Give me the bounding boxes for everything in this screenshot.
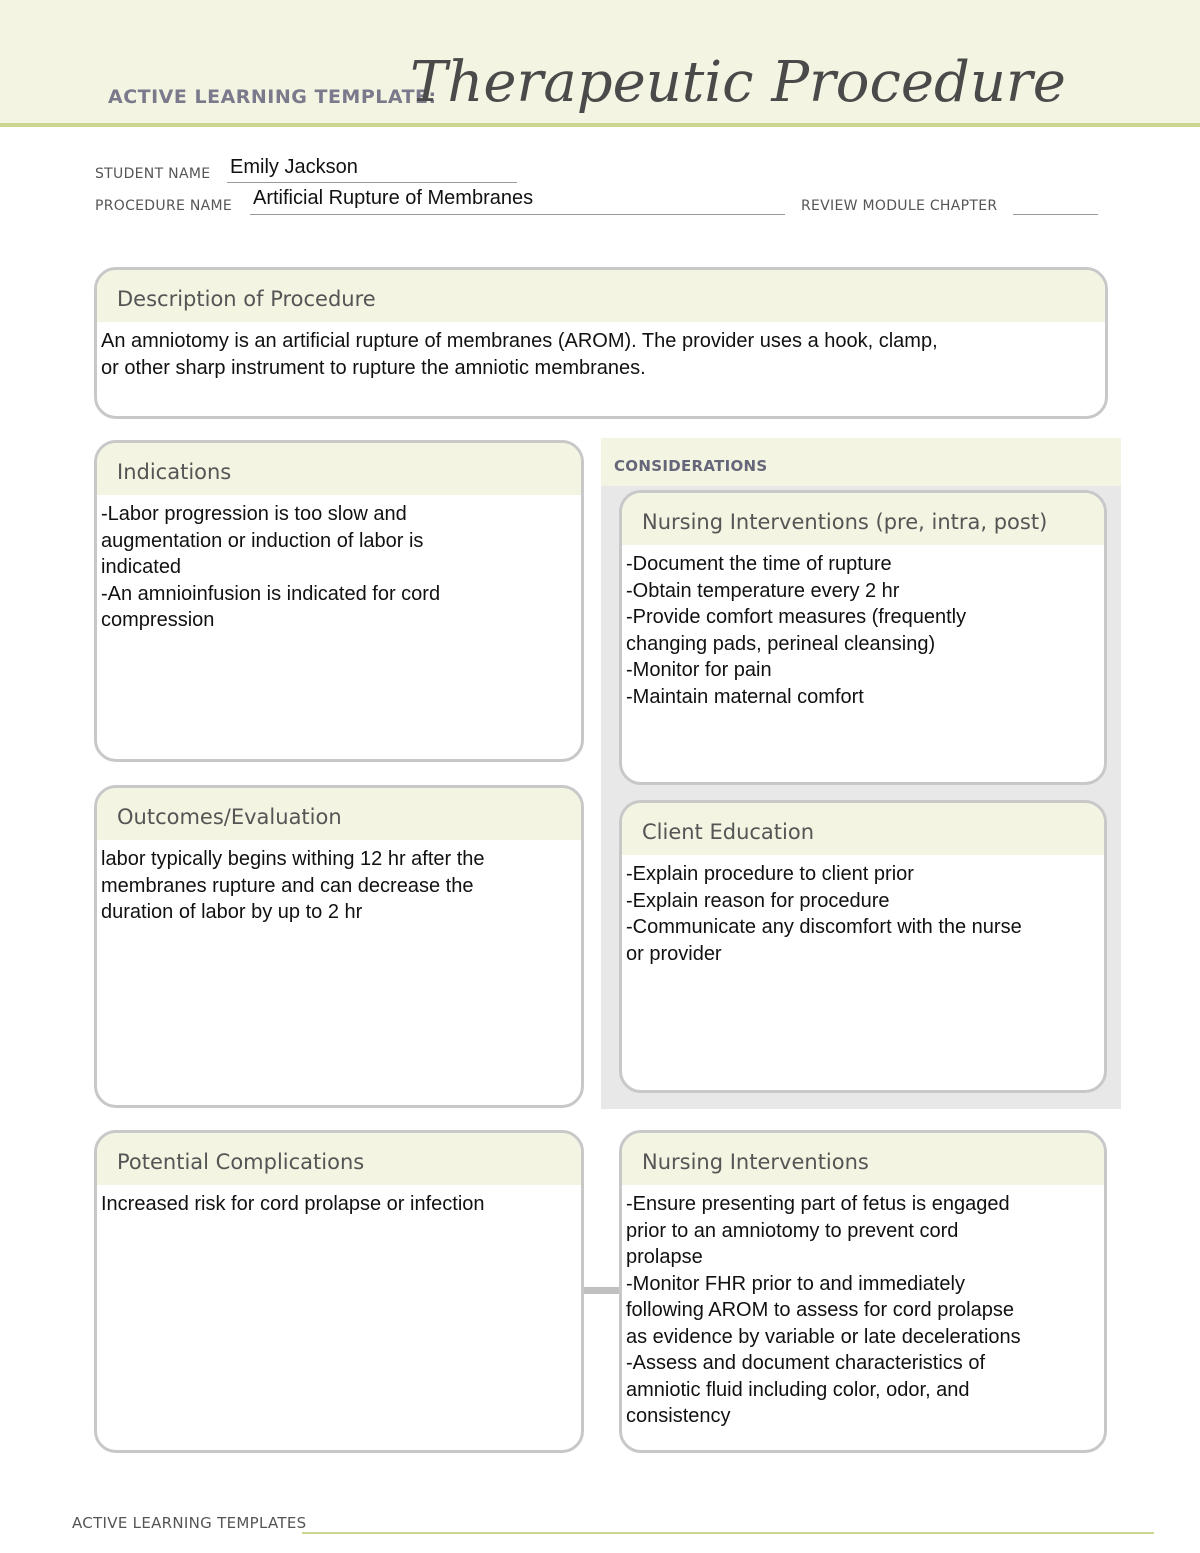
- outcomes-card: [94, 785, 584, 1108]
- nursing-interventions-line: consistency: [626, 1405, 731, 1427]
- nursing-interventions-pre-line: -Obtain temperature every 2 hr: [626, 579, 900, 602]
- nursing-interventions-body[interactable]: [622, 1185, 1104, 1430]
- footer-divider: [302, 1532, 1154, 1534]
- indications-body[interactable]: [97, 495, 581, 634]
- procedure-name-field[interactable]: Artificial Rupture of Membranes: [253, 187, 534, 209]
- complications-card: [94, 1130, 584, 1453]
- page-title: Therapeutic Procedure: [410, 50, 1066, 115]
- outcomes-line: labor typically begins withing 12 hr after the: [101, 848, 485, 870]
- client-education-line: -Explain procedure to client prior: [626, 863, 914, 885]
- description-line: An amniotomy is an artificial rupture of membranes (AROM). The provider uses a hook, clamp,: [101, 330, 938, 352]
- indications-line: indicated: [101, 556, 182, 578]
- client-education-line: or provider: [626, 942, 722, 965]
- nursing-interventions-line: following AROM to assess for cord prolapse: [626, 1299, 1014, 1321]
- procedure-name-underline: [250, 214, 785, 215]
- nursing-interventions-pre-line: -Document the time of rupture: [626, 553, 892, 575]
- nursing-interventions-pre-line: -Provide comfort measures (frequently: [626, 606, 967, 628]
- nursing-interventions-line: -Monitor FHR prior to and immediately: [626, 1272, 965, 1295]
- outcomes-line: duration of labor by up to 2 hr: [101, 901, 363, 923]
- nursing-interventions-pre-line: changing pads, perineal cleansing): [626, 632, 936, 655]
- student-name-label: STUDENT NAME: [95, 166, 211, 182]
- indications-heading: Indications: [97, 443, 581, 495]
- procedure-name-label: PROCEDURE NAME: [95, 198, 233, 214]
- indications-card: [94, 440, 584, 762]
- client-education-line: -Explain reason for procedure: [626, 889, 890, 912]
- nursing-interventions-pre-line: -Maintain maternal comfort: [626, 685, 864, 708]
- indications-line: -An amnioinfusion is indicated for cord: [101, 582, 441, 605]
- client-education-card: [619, 800, 1107, 1093]
- description-heading: Description of Procedure: [97, 270, 1105, 322]
- nursing-interventions-line: -Assess and document characteristics of: [626, 1352, 986, 1374]
- connector-bar: [584, 1287, 620, 1294]
- description-line: or other sharp instrument to rupture the amniotic membranes.: [101, 356, 646, 379]
- client-education-heading: Client Education: [622, 803, 1104, 855]
- nursing-interventions-line: -Ensure presenting part of fetus is engaged: [626, 1193, 1010, 1215]
- student-name-underline: [227, 182, 517, 183]
- description-card: [94, 267, 1108, 419]
- header-divider: [0, 123, 1200, 127]
- nursing-interventions-line: prior to an amniotomy to prevent cord: [626, 1219, 959, 1242]
- outcomes-line: membranes rupture and can decrease the: [101, 874, 474, 897]
- nursing-interventions-pre-body[interactable]: [622, 545, 1104, 710]
- indications-line: compression: [101, 609, 215, 631]
- nursing-interventions-pre-card: [619, 490, 1107, 785]
- complications-heading: Potential Complications: [97, 1133, 581, 1185]
- nursing-interventions-heading: Nursing Interventions: [622, 1133, 1104, 1185]
- nursing-interventions-line: prolapse: [626, 1246, 703, 1268]
- complications-body[interactable]: [97, 1185, 581, 1218]
- nursing-interventions-pre-line: -Monitor for pain: [626, 659, 772, 681]
- client-education-body[interactable]: [622, 855, 1104, 967]
- indications-line: -Labor progression is too slow and: [101, 503, 407, 525]
- nursing-interventions-card: [619, 1130, 1107, 1453]
- review-module-label: REVIEW MODULE CHAPTER: [801, 198, 998, 214]
- complications-line: Increased risk for cord prolapse or infection: [101, 1193, 485, 1215]
- considerations-label: CONSIDERATIONS: [614, 457, 768, 475]
- nursing-interventions-pre-heading: Nursing Interventions (pre, intra, post): [622, 493, 1104, 545]
- nursing-interventions-line: amniotic fluid including color, odor, and: [626, 1378, 970, 1401]
- template-label: ACTIVE LEARNING TEMPLATE:: [108, 86, 437, 108]
- client-education-line: -Communicate any discomfort with the nurse: [626, 916, 1022, 938]
- review-module-field[interactable]: [1013, 214, 1098, 215]
- outcomes-heading: Outcomes/Evaluation: [97, 788, 581, 840]
- description-body[interactable]: [97, 322, 1105, 381]
- student-name-field[interactable]: Emily Jackson: [230, 156, 358, 178]
- outcomes-body[interactable]: [97, 840, 581, 926]
- footer-label: ACTIVE LEARNING TEMPLATES: [72, 1514, 307, 1532]
- nursing-interventions-line: as evidence by variable or late decelerations: [626, 1325, 1021, 1348]
- indications-line: augmentation or induction of labor is: [101, 529, 424, 552]
